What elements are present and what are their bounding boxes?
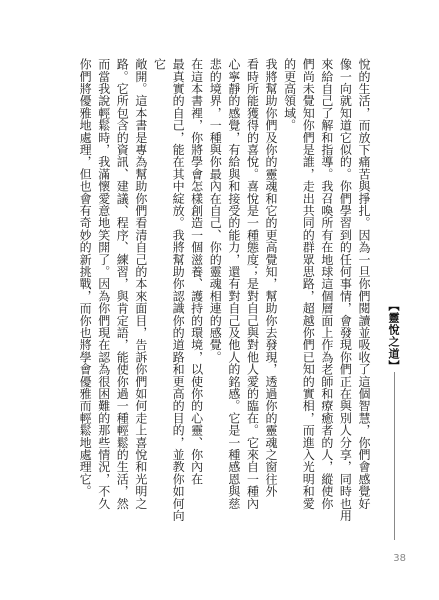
paragraph: 在這本書裡，你將學會怎樣創造一個滋養、護持的環境，以使你的心靈、你內在 最真實的自己，能在其中綻放。我將幫助你認識你的道路和更高的目的，並教你如何向它 敞開。這本書是專為幫助你們看清自己的本來面目，告訴你們如何走上喜悅和光明之 路。它所包含的資訊、建議、程序、練習，與肯定語，能使你過一種輕鬆的生活，然 而當我說輕鬆時，我滿懷愛意地笑開了。因為你們現在認為很困難的那些情況，不久 你們將優雅地處理，但也會有奇妙的新挑戰，而你也將學會優雅而輕鬆地處理它。 [78,58,204,522]
running-header: 【靈悅之道】 [387,300,400,372]
header-divider [394,372,395,540]
paragraph: 我將幫助你們及你的靈魂和它的更高覺知，幫助你去發現，透過你的靈魂之窗往外 看時所能獲得的喜悅。喜悅是一種態度；是對自己與對他人愛的臨在。它來自一種內 心寧靜的感覺，有給與和接受的能力，還有對自己及他人的銘感。它是一種感恩與慈 悲的境界，一種與你最內在自己、你的靈魂相連的感覺。 [208,58,279,510]
body-text [76,58,374,530]
paragraph: 悅的生活，而放下痛苦與掙扎。因為一旦你們閱讀並吸收了這個智慧，你們會感覺好 像一向就知道它似的。你們學習到的任何事情，會發現你們正在與別人分享，同時也用 來給自己了解和指導。我召喚所有在地球這個層面上作為老師和療癒者的人，縱使你 們尚未覺知你們是誰，走出共同的群眾思路，超越你們已知的實相，而進入光明和愛 的更高領域。 [282,58,371,522]
page-number: 38 [393,553,406,564]
